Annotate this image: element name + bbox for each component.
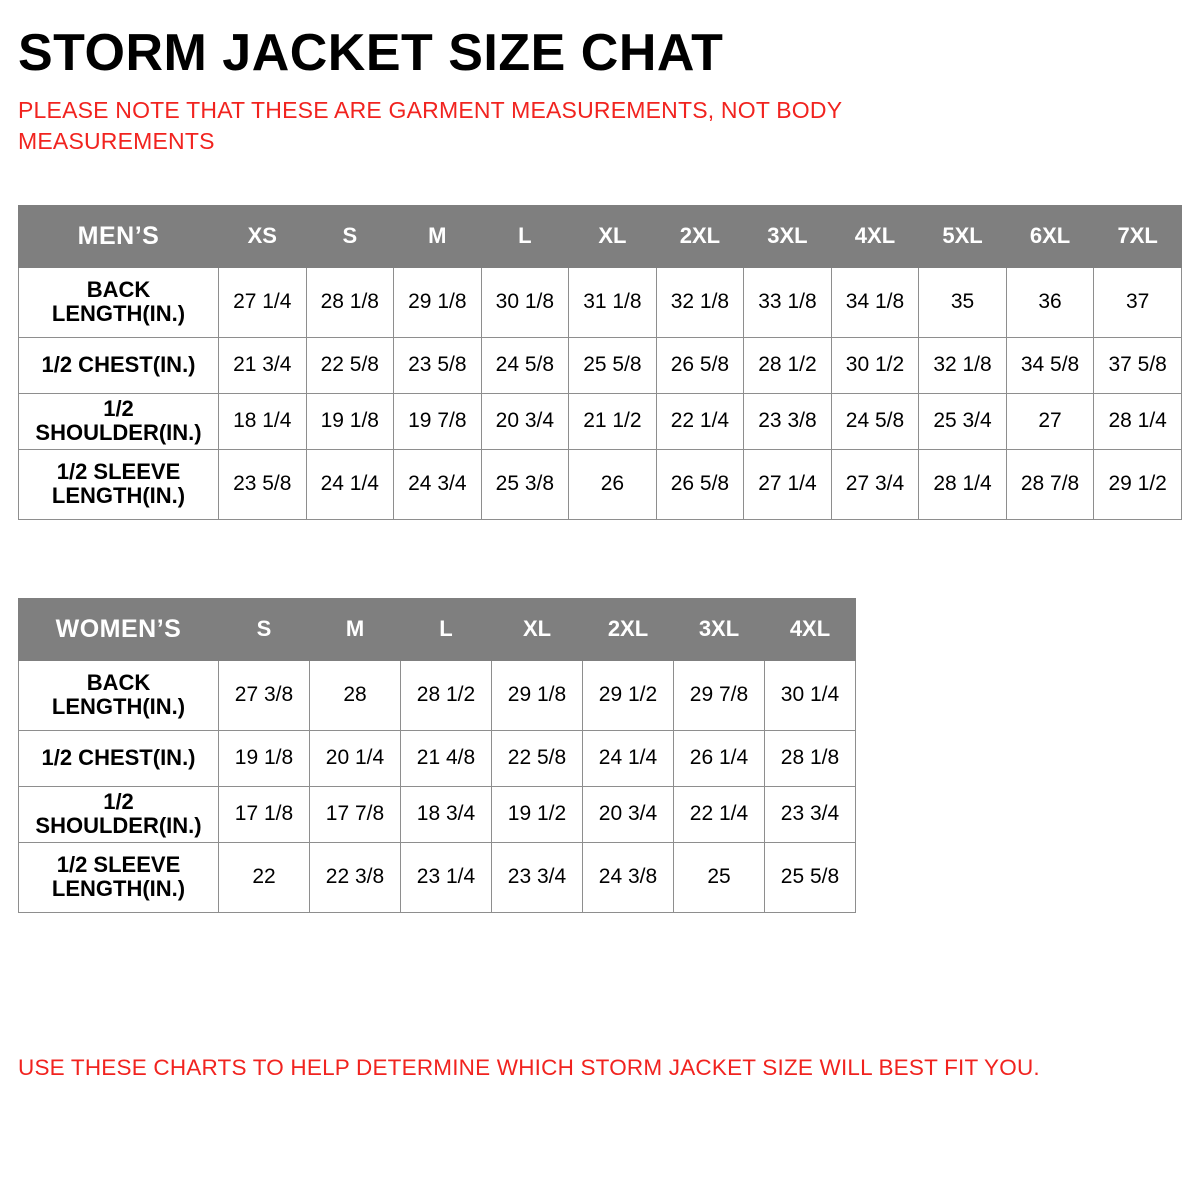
cell: 23 5/8 — [219, 449, 307, 519]
cell: 18 3/4 — [401, 786, 492, 842]
womens-size-table — [18, 598, 856, 913]
cell: 29 1/2 — [1094, 449, 1182, 519]
womens-size-header: L — [401, 598, 492, 660]
mens-size-header: 6XL — [1006, 205, 1094, 267]
womens-row-label — [19, 660, 219, 730]
mens-size-header: 5XL — [919, 205, 1007, 267]
mens-row-label-line1: BACK — [86, 276, 151, 302]
cell: 27 1/4 — [744, 449, 832, 519]
womens-row-label: 1/2 SHOULDER(IN.) — [19, 786, 219, 842]
mens-size-header: L — [481, 205, 569, 267]
cell: 23 1/4 — [401, 842, 492, 912]
cell: 20 1/4 — [310, 730, 401, 786]
cell: 21 3/4 — [219, 337, 307, 393]
cell: 33 1/8 — [744, 267, 832, 337]
table-row — [19, 786, 856, 842]
table-row — [19, 337, 1182, 393]
cell: 22 5/8 — [492, 730, 583, 786]
mens-size-header: XL — [569, 205, 657, 267]
mens-row-label-line1: 1/2 SLEEVE — [56, 458, 181, 484]
cell: 27 — [1006, 393, 1094, 449]
cell: 28 — [310, 660, 401, 730]
womens-size-header: 2XL — [583, 598, 674, 660]
cell: 19 1/8 — [219, 730, 310, 786]
mens-size-header: XS — [219, 205, 307, 267]
table-row — [19, 393, 1182, 449]
mens-row-label: 1/2 CHEST(IN.) — [19, 337, 219, 393]
cell: 27 3/8 — [219, 660, 310, 730]
womens-row-label-line2: LENGTH(IN.) — [51, 694, 186, 720]
mens-size-header: S — [306, 205, 394, 267]
mens-table-wrap — [18, 205, 1182, 520]
bottom-note: USE THESE CHARTS TO HELP DETERMINE WHICH STORM JACKET SIZE WILL BEST FIT YOU. — [18, 1055, 1040, 1080]
cell: 22 5/8 — [306, 337, 394, 393]
womens-corner-header: WOMEN’S — [19, 598, 219, 660]
cell: 30 1/4 — [765, 660, 856, 730]
womens-table-head — [19, 598, 856, 660]
cell: 29 1/8 — [492, 660, 583, 730]
cell: 28 1/4 — [919, 449, 1007, 519]
cell: 28 7/8 — [1006, 449, 1094, 519]
cell: 34 5/8 — [1006, 337, 1094, 393]
womens-size-header: 4XL — [765, 598, 856, 660]
table-row — [19, 267, 1182, 337]
cell: 24 1/4 — [306, 449, 394, 519]
womens-size-header: 3XL — [674, 598, 765, 660]
cell: 27 1/4 — [219, 267, 307, 337]
cell: 26 — [569, 449, 657, 519]
womens-row-label — [19, 842, 219, 912]
cell: 37 5/8 — [1094, 337, 1182, 393]
mens-table-body — [19, 267, 1182, 519]
table-row — [19, 730, 856, 786]
mens-size-header: 7XL — [1094, 205, 1182, 267]
cell: 22 3/8 — [310, 842, 401, 912]
cell: 24 1/4 — [583, 730, 674, 786]
cell: 27 3/4 — [831, 449, 919, 519]
cell: 31 1/8 — [569, 267, 657, 337]
cell: 30 1/8 — [481, 267, 569, 337]
cell: 28 1/8 — [765, 730, 856, 786]
cell: 23 3/4 — [765, 786, 856, 842]
table-row — [19, 842, 856, 912]
cell: 24 3/4 — [394, 449, 482, 519]
cell: 36 — [1006, 267, 1094, 337]
cell: 24 3/8 — [583, 842, 674, 912]
cell: 21 1/2 — [569, 393, 657, 449]
cell: 26 5/8 — [656, 337, 744, 393]
mens-row-label-line2: LENGTH(IN.) — [51, 301, 186, 327]
cell: 29 7/8 — [674, 660, 765, 730]
womens-row-label: 1/2 CHEST(IN.) — [19, 730, 219, 786]
cell: 37 — [1094, 267, 1182, 337]
cell: 30 1/2 — [831, 337, 919, 393]
mens-header-row — [19, 205, 1182, 267]
cell: 29 1/8 — [394, 267, 482, 337]
cell: 25 3/4 — [919, 393, 1007, 449]
mens-table-head — [19, 205, 1182, 267]
mens-size-header: 2XL — [656, 205, 744, 267]
womens-row-label-line1: BACK — [86, 669, 151, 695]
mens-corner-header: MEN’S — [19, 205, 219, 267]
cell: 26 5/8 — [656, 449, 744, 519]
womens-size-header: S — [219, 598, 310, 660]
cell: 20 3/4 — [481, 393, 569, 449]
cell: 28 1/2 — [744, 337, 832, 393]
cell: 19 1/8 — [306, 393, 394, 449]
cell: 19 7/8 — [394, 393, 482, 449]
page-title: STORM JACKET SIZE CHAT — [18, 24, 724, 82]
cell: 25 5/8 — [765, 842, 856, 912]
mens-size-table — [18, 205, 1182, 520]
cell: 21 4/8 — [401, 730, 492, 786]
table-row — [19, 660, 856, 730]
cell: 34 1/8 — [831, 267, 919, 337]
cell: 23 3/8 — [744, 393, 832, 449]
cell: 17 1/8 — [219, 786, 310, 842]
mens-size-header: 3XL — [744, 205, 832, 267]
cell: 23 3/4 — [492, 842, 583, 912]
top-note: PLEASE NOTE THAT THESE ARE GARMENT MEASUREMENTS, NOT BODY MEASUREMENTS — [18, 96, 842, 154]
mens-row-label: 1/2 SHOULDER(IN.) — [19, 393, 219, 449]
cell: 28 1/4 — [1094, 393, 1182, 449]
cell: 28 1/2 — [401, 660, 492, 730]
womens-table-wrap — [18, 598, 1182, 913]
womens-header-row — [19, 598, 856, 660]
cell: 19 1/2 — [492, 786, 583, 842]
table-row — [19, 449, 1182, 519]
womens-size-header: M — [310, 598, 401, 660]
mens-row-label-line2: LENGTH(IN.) — [51, 483, 186, 509]
cell: 25 — [674, 842, 765, 912]
cell: 32 1/8 — [656, 267, 744, 337]
cell: 22 — [219, 842, 310, 912]
cell: 23 5/8 — [394, 337, 482, 393]
mens-row-label — [19, 267, 219, 337]
womens-row-label-line1: 1/2 SLEEVE — [56, 851, 181, 877]
cell: 22 1/4 — [656, 393, 744, 449]
cell: 24 5/8 — [831, 393, 919, 449]
mens-size-header: M — [394, 205, 482, 267]
cell: 26 1/4 — [674, 730, 765, 786]
cell: 22 1/4 — [674, 786, 765, 842]
mens-row-label — [19, 449, 219, 519]
cell: 24 5/8 — [481, 337, 569, 393]
cell: 25 5/8 — [569, 337, 657, 393]
cell: 32 1/8 — [919, 337, 1007, 393]
mens-size-header: 4XL — [831, 205, 919, 267]
cell: 29 1/2 — [583, 660, 674, 730]
cell: 28 1/8 — [306, 267, 394, 337]
cell: 35 — [919, 267, 1007, 337]
cell: 20 3/4 — [583, 786, 674, 842]
cell: 18 1/4 — [219, 393, 307, 449]
womens-row-label-line2: LENGTH(IN.) — [51, 876, 186, 902]
womens-size-header: XL — [492, 598, 583, 660]
cell: 17 7/8 — [310, 786, 401, 842]
womens-table-body — [19, 660, 856, 912]
cell: 25 3/8 — [481, 449, 569, 519]
